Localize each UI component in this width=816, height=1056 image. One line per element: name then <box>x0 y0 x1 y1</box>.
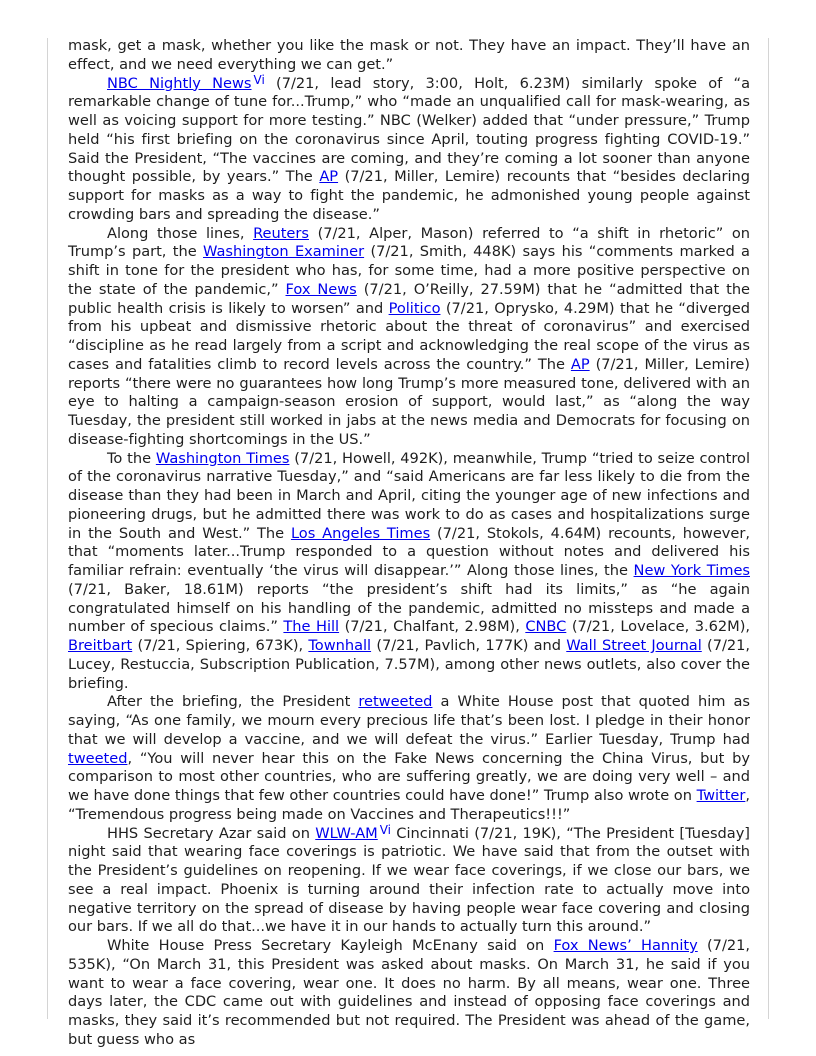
text-run: (7/21, Spiering, 673K), <box>132 637 309 654</box>
source-link[interactable]: Breitbart <box>68 637 133 654</box>
video-marker: Vi <box>253 72 265 87</box>
source-link[interactable]: Fox News’ Hannity <box>553 937 698 954</box>
source-link[interactable]: Fox News <box>285 280 357 298</box>
text-run: (7/21, Oprysko, 4.29M) that he “diverged from his upbeat and dismissive rhetoric about the threat of coronavirus” and exercised “discipline as he read largely from a script and acknowledging the real scope of the virus as cases and fatalities climb to record levels across the country.” The <box>68 299 750 373</box>
text-run: (7/21, 535K), “On March 31, this President was asked about masks. On March 31, he said if you want to wear a face covering, wear one. It does no harm. By all means, wear one. Three days later, the CDC came out with guidelines and instead of opposing face coverings and masks, they said it’s recommended but not required. The President was ahead of the game, but guess who as <box>68 937 750 1048</box>
source-link[interactable]: Washington Times <box>155 449 290 467</box>
text-run: (7/21, Stokols, 4.64M) recounts, however, that “moments later...Trump responded to a question without notes and delivered his familiar refrain: eventually ‘the virus will disappear.’” Along those lines, the <box>68 524 750 579</box>
video-marker: Vi <box>379 822 391 837</box>
right-margin-rule <box>768 38 769 1019</box>
source-link[interactable]: retweeted <box>358 693 433 711</box>
text-run: After the briefing, the President <box>107 693 359 711</box>
text-run: (7/21, Baker, 18.61M) reports “the president’s shift had its limits,” as “he again congratulated himself on his handling of the pandemic, admitted no missteps and made a number of specious claims.” <box>68 580 750 636</box>
text-run: (7/21, Lovelace, 3.62M), <box>566 618 750 636</box>
source-link[interactable]: tweeted <box>68 749 128 767</box>
source-link[interactable]: The Hill <box>283 618 340 636</box>
source-link[interactable]: CNBC <box>525 618 567 636</box>
text-run: (7/21, O’Reilly, 27.59M) that he “admitted that the public health crisis is likely to worsen” and <box>68 280 751 317</box>
source-link[interactable]: NBC Nightly News <box>107 74 252 92</box>
source-link[interactable]: Wall Street Journal <box>566 637 702 654</box>
source-link[interactable]: Twitter <box>696 787 746 804</box>
text-run: Along those lines, <box>107 224 254 242</box>
text-run: HHS Secretary Azar said on <box>107 824 316 842</box>
left-margin-rule <box>47 38 48 1019</box>
paragraph <box>68 822 750 938</box>
paragraph <box>68 937 750 1050</box>
paragraph <box>68 450 750 694</box>
document-body <box>68 37 750 1050</box>
text-run: White House Press Secretary Kayleigh McEnany said on <box>107 937 554 954</box>
text-run: (7/21, Pavlich, 177K) and <box>371 637 567 654</box>
text-run: (7/21, lead story, 3:00, Holt, 6.23M) similarly spoke of “a remarkable change of tune for...Trump,” who “made an unqualified call for mask-wearing, as well as voicing support for more testing.” NBC (Welker) added that “under pressure,” Trump held “his first briefing on the coronavirus since April, touting progress fighting COVID-19.” Said the President, “The vaccines are coming, and they’re coming a lot sooner than anyone thought possible, by years.” The <box>68 74 750 186</box>
source-link[interactable]: New York Times <box>633 562 750 579</box>
text-run: (7/21, Howell, 492K), meanwhile, Trump “tried to seize control of the coronavirus narrative Tuesday,” and “said Americans are far less likely to die from the disease than they had been in March and April, citing the younger age of new infections and pioneering drugs, but he admitted there was work to do as cases and hospitalizations surge in the South and West.” The <box>68 449 750 542</box>
paragraph <box>68 37 750 75</box>
text-run: mask, get a mask, whether you like the mask or not. They have an impact. They’ll have an effect, and we need everything we can get.” <box>68 37 750 73</box>
text-run: (7/21, Alper, Mason) referred to “a shift in rhetoric” on Trump’s part, the <box>68 224 751 261</box>
source-link[interactable]: AP <box>570 355 590 373</box>
source-link[interactable]: WLW-AM <box>315 824 378 842</box>
text-run: Cincinnati (7/21, 19K), “The President [Tuesday] night said that wearing face coverings is patriotic. We have said that from the outset with the President’s guidelines on reopening. If we wear face coverings, if we close our bars, we see a real impact. Phoenix is turning around their infection rate to actually move into negative territory on the spread of disease by having people wear face covering and closing our bars. If we all do that...we have it in our hands to actually turn this around.” <box>68 824 750 936</box>
text-run: To the <box>107 449 156 467</box>
source-link[interactable]: Reuters <box>253 224 309 242</box>
text-run: , “You will never hear this on the Fake News concerning the China Virus, but by comparison to most other countries, who are suffering greatly, we are doing very well – and we have done things that few other countries could have done!” Trump also wrote on <box>68 749 750 804</box>
paragraph <box>68 693 750 824</box>
text-run: , “Tremendous progress being made on Vaccines and Therapeutics!!!” <box>68 787 750 823</box>
source-link[interactable]: Los Angeles Times <box>290 524 431 542</box>
source-link[interactable]: Washington Examiner <box>203 243 365 261</box>
text-run: (7/21, Miller, Lemire) recounts that “besides declaring support for masks as a way to fight the pandemic, he admonished young people against crowding bars and spreading the disease.” <box>68 168 751 223</box>
paragraph <box>68 72 751 225</box>
text-run: (7/21, Smith, 448K) says his “comments marked a shift in tone for the president who has, for some time, had a more positive perspective on the state of the pandemic,” <box>68 243 750 298</box>
source-link[interactable]: Politico <box>388 299 441 317</box>
source-link[interactable]: Townhall <box>308 637 372 654</box>
text-run: a White House post that quoted him as saying, “As one family, we mourn every precious life that’s been lost. I pledge in their honor that we will develop a vaccine, and we will defeat the virus.” Earlier Tuesday, Trump had <box>68 693 750 748</box>
text-run: (7/21, Lucey, Restuccia, Subscription Publication, 7.57M), among other news outlets, also cover the briefing. <box>68 637 751 692</box>
text-run: (7/21, Chalfant, 2.98M), <box>339 618 526 636</box>
text-run: (7/21, Miller, Lemire) reports “there were no guarantees how long Trump’s more measured tone, delivered with an eye to halting a campaign-season erosion of support, would last,” as “along the way Tuesday, the president still worked in jabs at the news media and Democrats for focusing on disease-fighting shortcomings in the US.” <box>68 355 750 448</box>
source-link[interactable]: AP <box>319 168 339 186</box>
paragraph <box>68 225 750 450</box>
